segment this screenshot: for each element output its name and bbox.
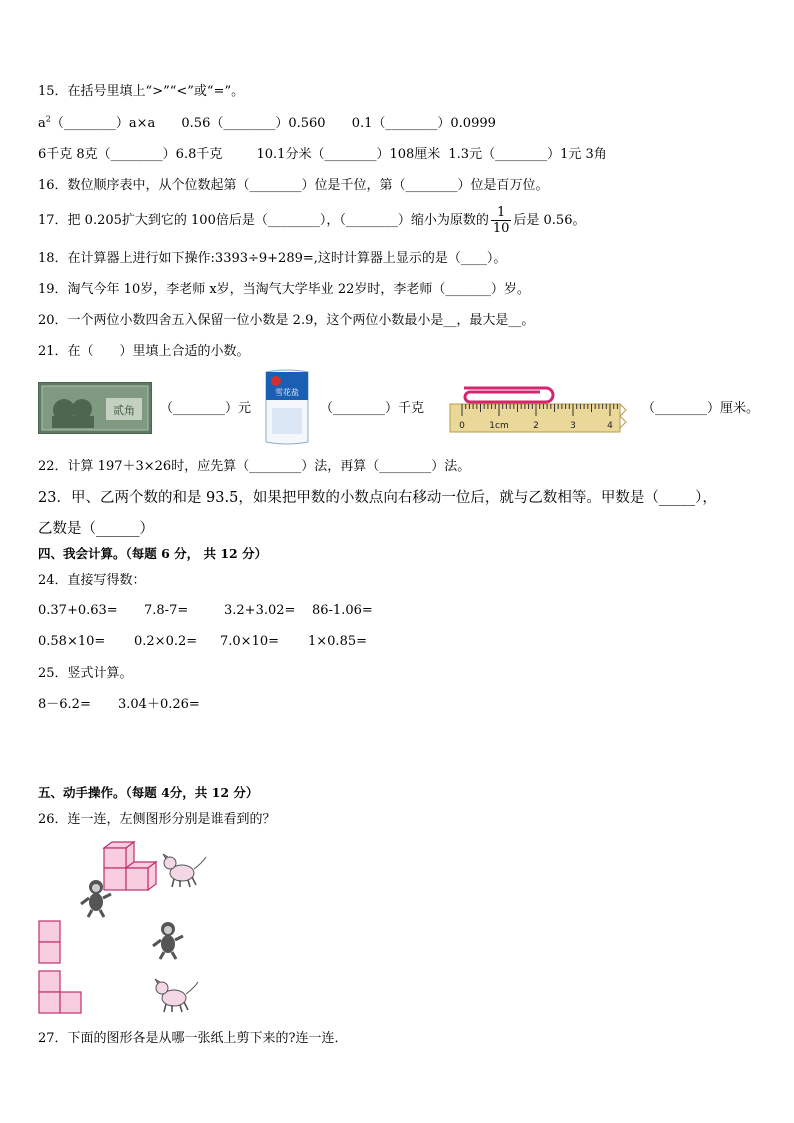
q25-item: 8－6.2=	[38, 697, 91, 712]
q27: 27．下面的图形各是从哪一张纸上剪下来的?连一连．	[38, 1031, 348, 1046]
q24-title: 24．直接写得数：	[38, 573, 146, 588]
q24-item: 7.0×10=	[220, 634, 280, 649]
dog-icon	[150, 978, 202, 1018]
front-view-shape	[38, 920, 62, 968]
section4-heading: 四、我会计算。（每题 6 分， 共 12 分）	[38, 546, 268, 561]
q21-money-answer: （________）元	[160, 401, 252, 416]
q19: 19．淘气今年 10岁，李老师 x岁，当淘气大学毕业 22岁时，李老师（_______）岁。	[38, 282, 530, 297]
q17-pre: 17．把 0.205扩大到它的 100倍后是（________），（________）缩小为原数的	[38, 213, 489, 228]
ruler-tick-label: 0	[459, 421, 465, 431]
q17-fraction: $\frac{1}{10}$	[492, 205, 510, 236]
q15-row1	[38, 114, 496, 134]
ruler-tick-label: 2	[533, 421, 539, 431]
q15-row2-c: 1.3元（________）1元 3角	[448, 147, 607, 162]
q25-title: 25．竖式计算。	[38, 666, 133, 681]
q21-bag-answer: （________）千克	[320, 401, 425, 416]
bag-text: 雪花盐	[275, 388, 299, 397]
q21-ruler-answer: （________）厘米。	[642, 401, 760, 416]
ruler-tick-label: 3	[570, 421, 576, 431]
monkey-icon	[150, 920, 186, 964]
q23-line1: 23．甲、乙两个数的和是 93.5，如果把甲数的小数点向右移动一位后，就与乙数相等。甲数是（_____），	[38, 490, 717, 506]
q15-row2-a: 6千克 8克（________）6.8千克	[38, 147, 223, 162]
q15-row1-a: $a^2(\_\_\_\_\_\_\_\_)a\times a$	[38, 114, 156, 131]
q24-row1	[38, 601, 373, 621]
section5-heading: 五、动手操作。（每题 4分，共 12 分）	[38, 785, 259, 800]
q17	[38, 204, 585, 238]
q24-row2	[38, 632, 367, 652]
q17-post: 后是 0.56。	[513, 213, 586, 228]
q15-row2-b: 10.1分米（________）108厘米	[256, 147, 441, 162]
q15-row1-b: 0.56（________）0.560	[181, 116, 326, 131]
banknote-image	[38, 382, 152, 438]
salt-bag-image	[262, 368, 312, 450]
monkey-icon	[78, 878, 114, 922]
ruler-clip-image	[448, 382, 630, 440]
q15-row1-c: 0.1（________）0.0999	[351, 116, 496, 131]
q15-title: 15．在括号里填上“>”“<”或“=”。	[38, 84, 245, 99]
q24-item: 3.2+3.02=	[224, 603, 296, 618]
ruler-tick-label: 1cm	[489, 421, 509, 431]
q18: 18．在计算器上进行如下操作:3393÷9+289=,这时计算器上显示的是（____）。	[38, 251, 507, 266]
q16: 16．数位顺序表中，从个位数起第（________）位是千位，第（________）位是百万位。	[38, 178, 549, 193]
q20: 20．一个两位小数四舍五入保留一位小数是 2.9，这个两位小数最小是__，最大是__。	[38, 313, 535, 328]
q23-line2: 乙数是（______）	[38, 521, 154, 537]
side-view-shape	[38, 970, 84, 1018]
dog-icon	[160, 853, 208, 893]
q15-row2	[38, 145, 607, 165]
q24-item: 0.58×10=	[38, 634, 106, 649]
q22: 22．计算 197＋3×26时，应先算（________）法，再算（________）法。	[38, 459, 471, 474]
q25-items	[38, 695, 200, 715]
q24-item: 1×0.85=	[308, 634, 368, 649]
q24-item: 7.8-7=	[144, 603, 189, 618]
ruler-tick-label: 4	[607, 421, 613, 431]
q25-item: 3.04＋0.26=	[118, 697, 200, 712]
q26: 26．连一连，左侧图形分别是谁看到的？	[38, 812, 276, 827]
q24-item: 0.37+0.63=	[38, 603, 118, 618]
q21-title: 21．在（ ）里填上合适的小数。	[38, 344, 250, 359]
q24-item: 86-1.06=	[312, 603, 373, 618]
banknote-text: 贰角	[113, 404, 135, 417]
q24-item: 0.2×0.2=	[134, 634, 198, 649]
